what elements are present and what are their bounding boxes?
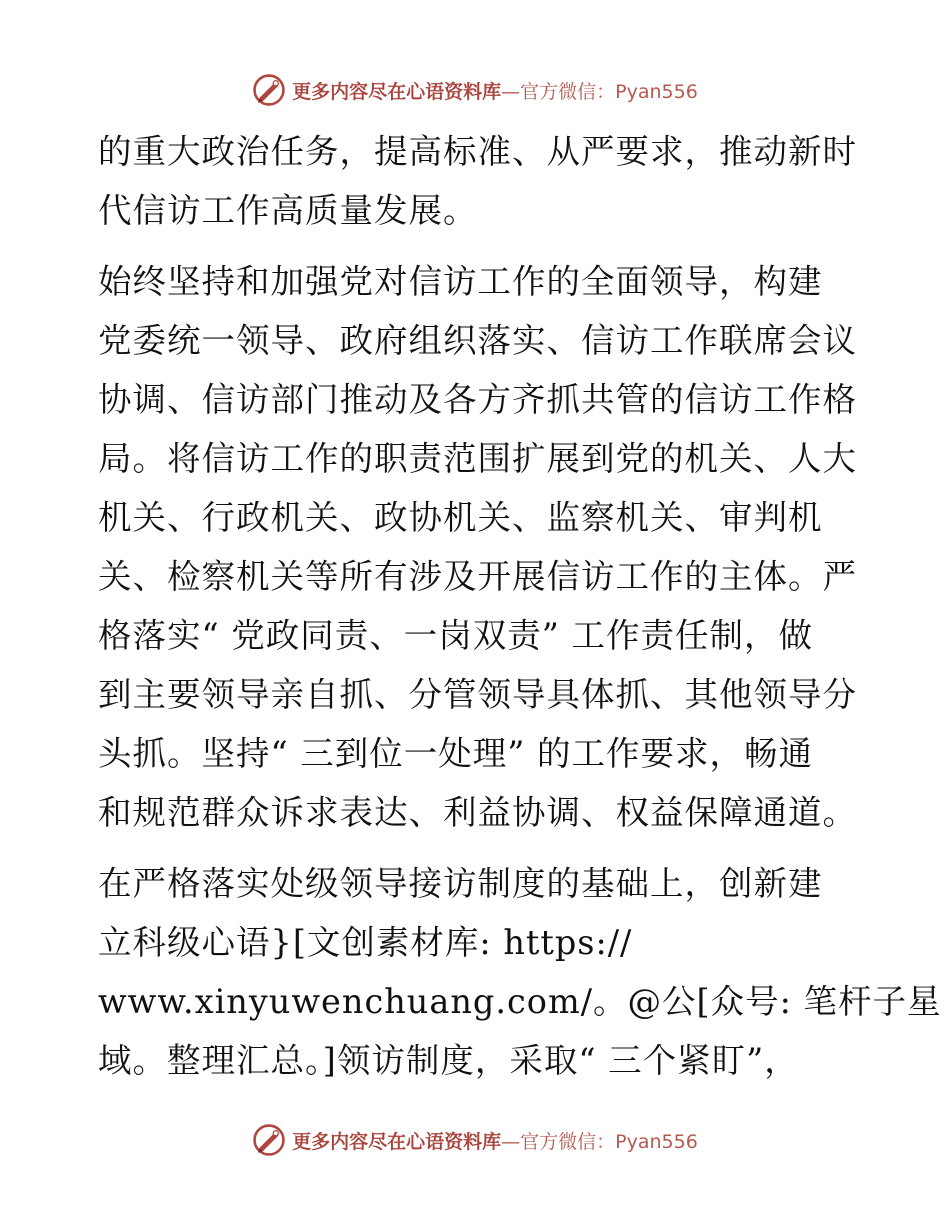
pen-logo-icon [252, 73, 286, 107]
banner-separator: — [501, 80, 521, 103]
text-line: 格落实“ 党政同责、一岗双责” 工作责任制，做 [98, 616, 814, 655]
pen-logo-icon [252, 1123, 286, 1157]
text-line: 协调、信访部门推动及各方齐抓共管的信访工作格 [98, 380, 857, 419]
text-line: 关、检察机关等所有涉及开展信访工作的主体。严 [98, 557, 857, 596]
text-line: 机关、行政机关、政协机关、监察机关、审判机 [98, 498, 823, 537]
text-line: 党委统一领导、政府组织落实、信访工作联席会议 [98, 321, 857, 360]
text-line: www.xinyuwenchuang.com/。@公[众号: 笔杆子星 [98, 982, 942, 1021]
text-line: 代信访工作高质量发展。 [98, 191, 478, 230]
paragraph-1 [98, 122, 858, 240]
paragraph-2 [98, 252, 858, 842]
text-line: 立科级心语}[文创素材库: https:// [98, 923, 633, 962]
document-body [98, 122, 942, 1090]
text-line: 头抓。坚持“ 三到位一处理” 的工作要求，畅通 [98, 734, 814, 773]
text-line: 和规范群众诉求表达、利益协调、权益保障通道。 [98, 793, 857, 832]
footer-watermark-banner [0, 1120, 950, 1160]
text-line: 局。将信访工作的职责范围扩展到党的机关、人大 [98, 439, 857, 478]
banner-main-text: 更多内容尽在心语资料库 [292, 1130, 502, 1153]
text-line: 域。整理汇总。]领访制度，采取“ 三个紧盯”， [98, 1041, 799, 1080]
text-line: 在严格落实处级领导接访制度的基础上，创新建 [98, 864, 823, 903]
banner-separator: — [501, 1130, 521, 1153]
header-watermark-banner [0, 70, 950, 110]
banner-wechat-text: 官方微信：Pyan556 [520, 1130, 698, 1153]
text-line: 的重大政治任务，提高标准、从严要求，推动新时 [98, 132, 857, 171]
text-line: 到主要领导亲自抓、分管领导具体抓、其他领导分 [98, 675, 857, 714]
banner-wechat-text: 官方微信：Pyan556 [520, 80, 698, 103]
text-line: 始终坚持和加强党对信访工作的全面领导，构建 [98, 262, 823, 301]
paragraph-3 [98, 854, 942, 1090]
banner-main-text: 更多内容尽在心语资料库 [292, 80, 502, 103]
